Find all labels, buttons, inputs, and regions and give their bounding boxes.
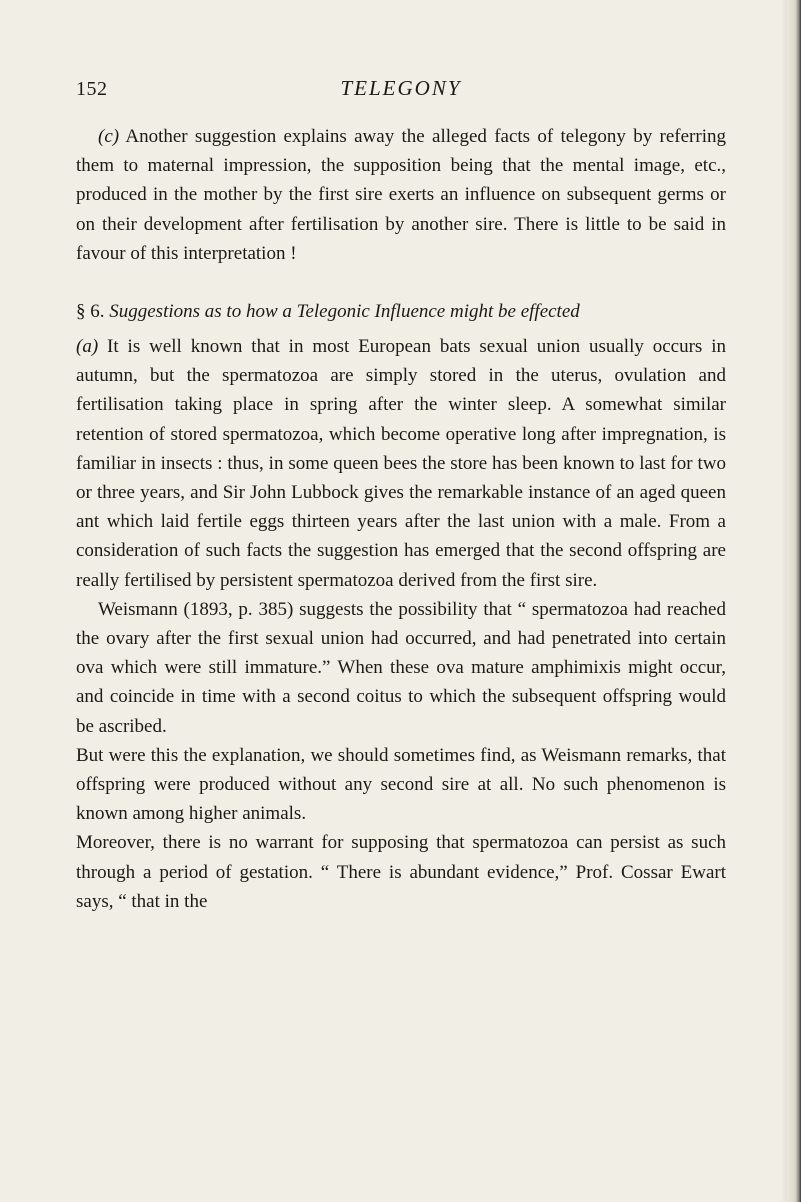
paragraph-label: (a) [76,336,99,358]
page-body [76,122,726,916]
section-title: Suggestions as to how a Telegonic Influence might be effected [109,301,580,323]
paragraph-moreover: Moreover, there is no warrant for supposing that spermatozoa can persist as such through a period of gestation. “ There is abundant evidence,” Prof. Cossar Ewart says, “ that in the [76,832,726,912]
page-header [76,76,726,106]
paragraph-label: (c) [98,126,120,147]
section-heading [76,297,726,326]
page-number: 152 [76,78,108,100]
section-number: § 6. [76,301,105,323]
paragraph-but: But were this the explanation, we should sometimes find, as Weismann remarks, that offspring were produced without any second sire at all. No such phenomenon is known among higher animals. [76,744,726,825]
running-head: TELEGONY [340,76,462,100]
paragraph-text: It is well known that in most European bats sexual union usually occurs in autumn, but the spermatozoa are simply stored in the uterus, ovulation and fertilisation taking place in spring after the winter sleep. A somewhat similar retention of stored spermatozoa, which become operative long after impregnation, is familiar in insects : thus, in some queen bees the store has been known to last for two or three years, and Sir John Lubbock gives the remarkable instance of an aged queen ant which laid fertile eggs thirteen years after the last union with a male. From a consideration of such facts the suggestion has emerged that the second offspring are really fertilised by persistent spermatozoa derived from the first sire. [76,336,726,591]
paragraph-weismann: Weismann (1893, p. 385) suggests the possibility that “ spermatozoa had reached the ovary after the first sexual union had occurred, and had penetrated into certain ova which were still immature.” When these ova mature amphimixis might occur, and coincide in time with a second coitus to which the subsequent offspring would be ascribed. [76,598,726,737]
paragraph-text: Another suggestion explains away the alleged facts of telegony by referring them to maternal impression, the supposition being that the mental image, etc., produced in the mother by the first sire exerts an influence on subsequent germs or on their development after fertilisation by another sire. There is little to be said in favour of this interpretation ! [76,126,726,264]
paragraph-a [76,332,726,595]
page-edge [787,0,801,1202]
paragraph-c [76,122,726,268]
